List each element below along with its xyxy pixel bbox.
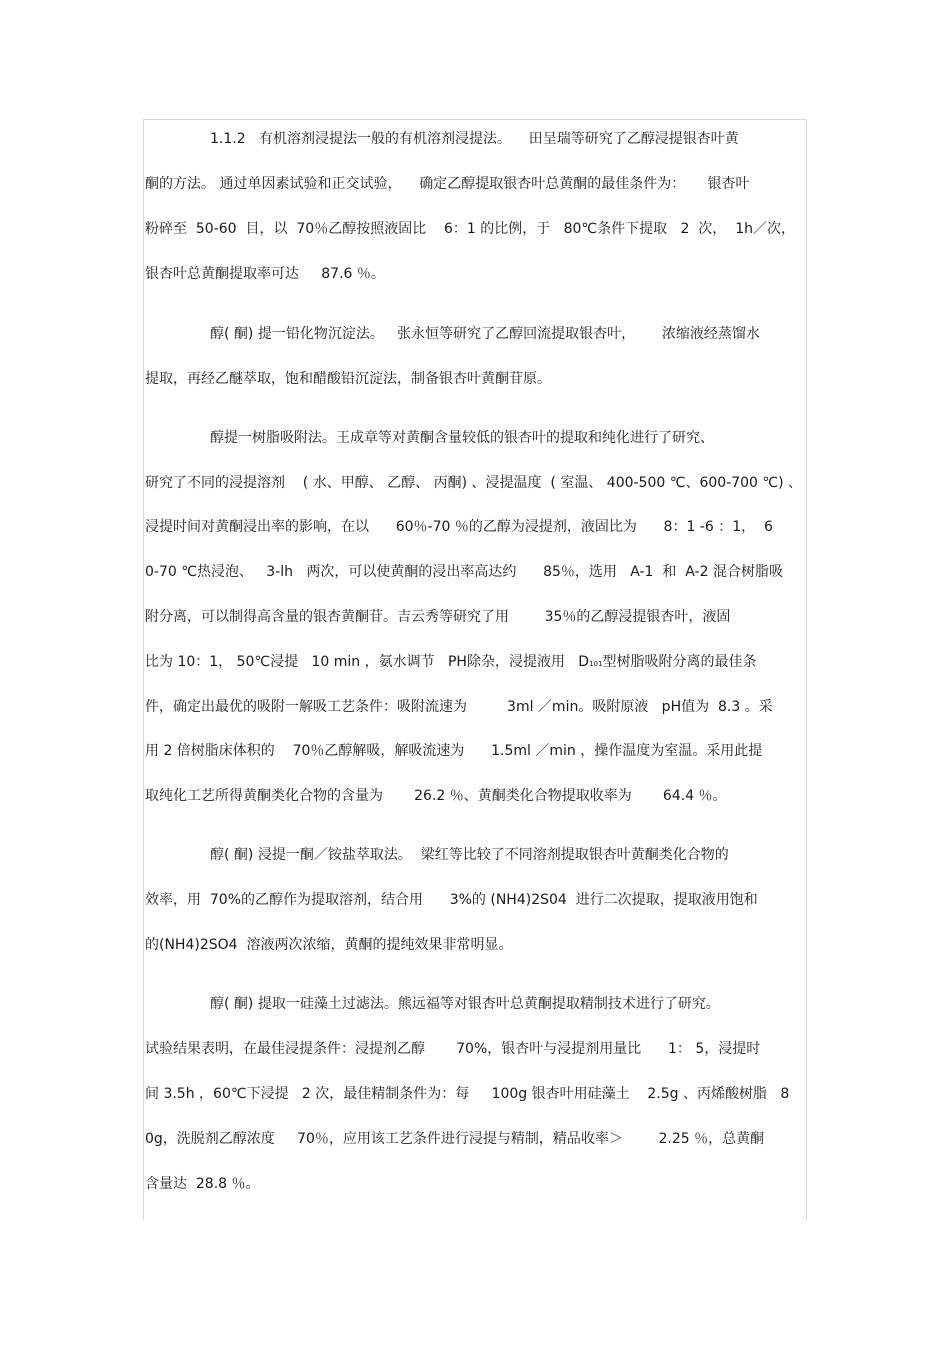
text-line: 酮的方法。 通过单因素试验和正交试验， 确定乙醇提取银杏叶总黄酮的最佳条件为： 银杏叶 — [145, 176, 750, 192]
text-line: 取纯化工艺所得黄酮类化合物的含量为 26.2 ％、黄酮类化合物提取收率为 64.4 ％。 — [145, 788, 727, 804]
text-line: 的(NH4)2SO4 溶液两次浓缩，黄酮的提纯效果非常明显。 — [145, 937, 513, 953]
text-line: 醇( 酮) 提取一硅藻土过滤法。熊远福等对银杏叶总黄酮提取精制技术进行了研究。 — [210, 996, 720, 1012]
page-border-left — [143, 119, 144, 1220]
text-segment: 型树脂吸附分离的最佳条 — [602, 654, 757, 670]
text-line: 0-70 ℃热浸泡、 3-lh 两次，可以使黄酮的浸出率高达约 85％，选用 A-1 和 A-2 混合树脂吸 — [145, 564, 783, 580]
text-line: 试验结果表明，在最佳浸提条件：浸提剂乙醇 70%，银杏叶与浸提剂用量比 1： 5，浸提时 — [145, 1041, 761, 1057]
text-line: 附分离，可以制得高含量的银杏黄酮苷。吉云秀等研究了用 35％的乙醇浸提银杏叶，液固 — [145, 609, 731, 625]
text-line: 件，确定出最优的吸附一解吸工艺条件：吸附流速为 3ml ／min。吸附原液 pH值为 8.3 。采 — [145, 699, 773, 715]
text-line: 效率，用 70%的乙醇作为提取溶剂，结合用 3%的 (NH4)2S04 进行二次提取，提取液用饱和 — [145, 892, 758, 908]
text-line: 醇( 酮) 浸提一酮／铵盐萃取法。 梁红等比较了不同溶剂提取银杏叶黄酮类化合物的 — [210, 847, 729, 863]
page-border-top — [143, 119, 807, 120]
text-line — [145, 653, 810, 673]
text-line: 用 2 倍树脂床体积的 70％乙醇解吸，解吸流速为 1.5ml ／min ，操作温度为室温。采用此提 — [145, 743, 763, 759]
text-line: 浸提时间对黄酮浸出率的影响，在以 60％-70 ％的乙醇为浸提剂，液固比为 8：1 -6 ：1， 6 — [145, 519, 773, 535]
text-line: 醇提一树脂吸附法。王成章等对黄酮含量较低的银杏叶的提取和纯化进行了研究、 — [210, 430, 714, 446]
text-line: 粉碎至 50-60 目，以 70％乙醇按照液固比 6：1 的比例，于 80℃条件下提取 2 次， 1h／次， — [145, 221, 795, 237]
text-line: 1.1.2 有机溶剂浸提法一般的有机溶剂浸提法。 田呈瑞等研究了乙醇浸提银杏叶黄 — [210, 131, 739, 147]
subscript-text: 101 — [589, 660, 603, 668]
text-line: 含量达 28.8 ％。 — [145, 1176, 260, 1192]
text-line: 醇( 酮) 提一铅化物沉淀法。 张永恒等研究了乙醇回流提取银杏叶， 浓缩液经蒸馏水 — [210, 326, 760, 342]
text-line: 银杏叶总黄酮提取率可达 87.6 ％。 — [145, 266, 385, 282]
text-line: 0g，洗脱剂乙醇浓度 70％，应用该工艺条件进行浸提与精制，精品收率＞ 2.25 ％，总黄酮 — [145, 1131, 765, 1147]
text-line: 间 3.5h ，60℃下浸提 2 次，最佳精制条件为：每 100g 银杏叶用硅藻土 2.5g 、丙烯酸树脂 8 — [145, 1086, 790, 1102]
text-line: 研究了不同的浸提溶剂 ( 水、甲醇、 乙醇、 丙酮) 、浸提温度 ( 室温、 400-500 ℃、600-700 ℃) 、 — [145, 475, 803, 491]
text-line: 提取，再经乙醚萃取，饱和醋酸铅沉淀法，制备银杏叶黄酮苷原。 — [145, 371, 551, 387]
text-segment: 比为 10：1， 50℃浸提 10 min ，氨水调节 PH除杂，浸提液用 D — [145, 654, 590, 670]
